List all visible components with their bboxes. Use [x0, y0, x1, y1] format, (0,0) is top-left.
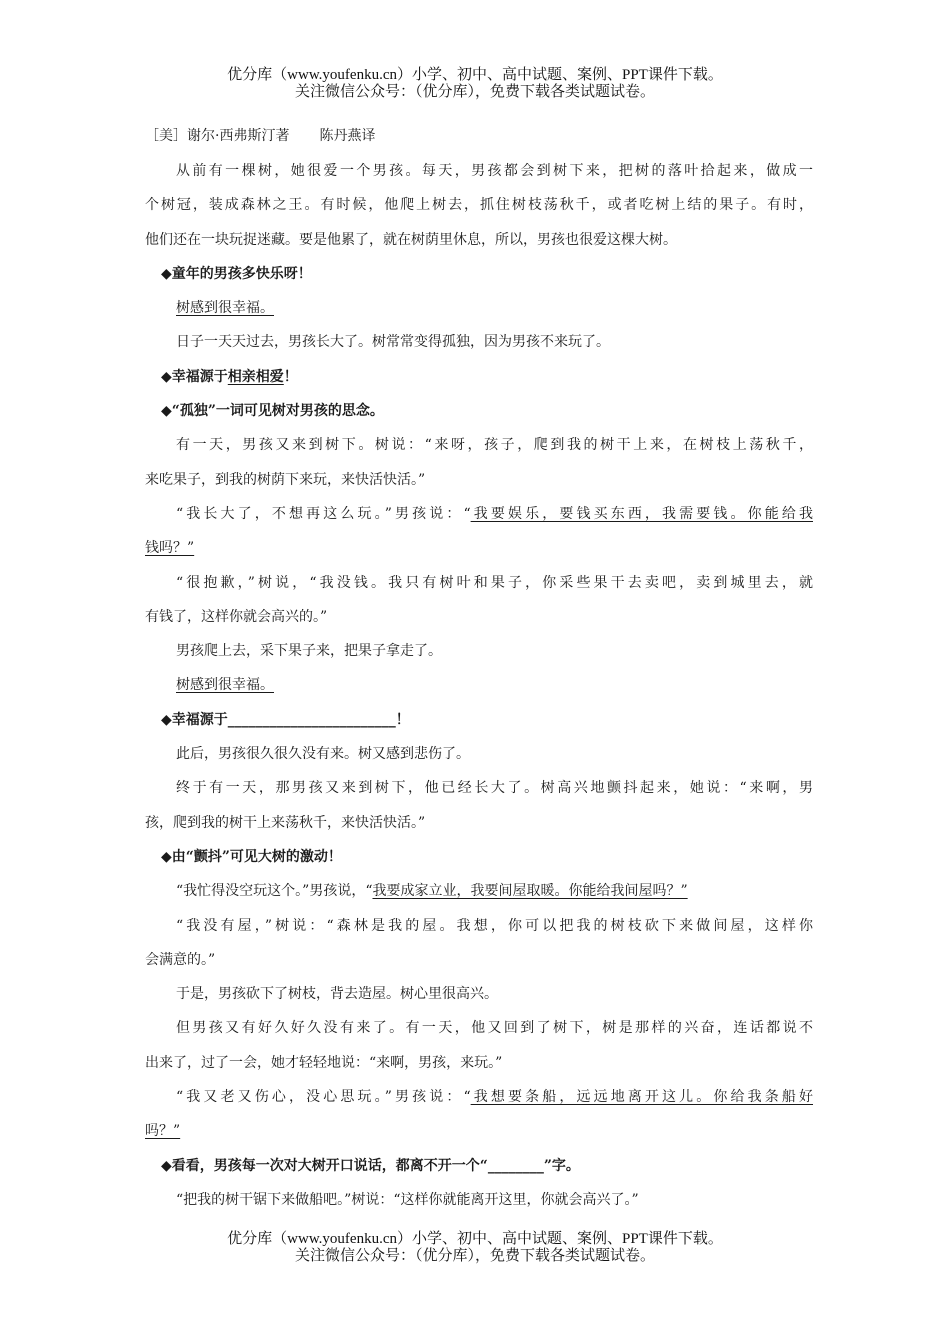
header-line-2: 关注微信公众号：（优分库），免费下载各类试题试卷。: [294, 84, 655, 100]
paragraph-8-line-2: 孩，爬到我的树干上来荡秋千，来快活快活。”: [145, 814, 426, 831]
happy-underlined-2: 树感到很幸福。: [176, 677, 274, 694]
annotation-4: ◆幸福源于________________________！: [161, 711, 410, 728]
paragraph-9-pre: “我忙得没空玩这个。”男孩说，“: [176, 883, 373, 900]
paragraph-9-underlined: 我要成家立业，我要间屋取暖。你能给我间屋吗？”: [372, 883, 688, 900]
annotation-3: ◆“孤独”一词可见树对男孩的思念。: [161, 403, 384, 420]
paragraph-4-underlined-2: 钱吗？”: [145, 540, 195, 557]
paragraph-13-underlined-1: 我想要条船，远远地离开这儿。你给我条船好: [470, 1089, 813, 1106]
byline-translator: 陈丹燕译: [319, 128, 376, 144]
paragraph-8-line-1: 终于有一天，那男孩又来到树下，他已经长大了。树高兴地颤抖起来，她说：“来啊，男: [176, 780, 813, 797]
annotation-2-pre: ◆幸福源于: [161, 368, 228, 385]
paragraph-13-line-2: [145, 1114, 813, 1148]
paragraph-5-line-2: 有钱了，这样你就会高兴的。”: [145, 608, 328, 625]
paragraph-6: 男孩爬上去，采下果子来，把果子拿走了。: [176, 643, 442, 660]
page-header: [0, 67, 950, 101]
paragraph-9: [145, 874, 813, 908]
paragraph-4-line-1: [145, 497, 813, 531]
paragraph-4-line-2: [145, 531, 813, 565]
annotation-5: ◆由“颤抖”可见大树的激动！: [161, 848, 342, 865]
paragraph-13-pre: “我又老又伤心，没心思玩。”男孩说：“: [176, 1089, 471, 1106]
annotation-2-post: ！: [283, 368, 298, 385]
paragraph-1-line-1: 从前有一棵树，她很爱一个男孩。每天，男孩都会到树下来，把树的落叶拾起来，做成一: [176, 163, 813, 179]
annotation-2: [145, 360, 813, 394]
annotation-1: ◆童年的男孩多快乐呀！: [161, 265, 312, 282]
byline: [145, 126, 813, 154]
paragraph-4-underlined-1: 我要娱乐，要钱买东西，我需要钱。你能给我: [470, 505, 813, 522]
annotation-6: ◆看看，男孩每一次对大树开口说话，都离不开一个“________”字。: [161, 1157, 580, 1174]
happy-line-2: [145, 668, 813, 702]
paragraph-7: 此后，男孩很久很久没有来。树又感到悲伤了。: [176, 746, 470, 763]
byline-author: ［美］谢尔·西弗斯汀著: [145, 128, 290, 144]
paragraph-14: “把我的树干锯下来做船吧。”树说：“这样你就能离开这里，你就会高兴了。”: [176, 1191, 639, 1208]
paragraph-13-line-1: [145, 1080, 813, 1114]
paragraph-3-line-1: 有一天，男孩又来到树下。树说：“来呀，孩子，爬到我的树干上来，在树枝上荡秋千，: [176, 437, 813, 454]
paragraph-13-underlined-2: 吗？”: [145, 1123, 181, 1140]
paragraph-3-line-2: 来吃果子，到我的树荫下来玩，来快活快活。”: [145, 471, 426, 488]
article-body: [145, 126, 813, 1217]
paragraph-1-line-2: 个树冠，装成森林之王。有时候，他爬上树去，抓住树枝荡秋千，或者吃树上结的果子。有时，: [145, 197, 813, 214]
paragraph-1-line-3: 他们还在一块玩捉迷藏。要是他累了，就在树荫里休息，所以，男孩也很爱这棵大树。: [145, 231, 677, 248]
page-footer: [0, 1231, 950, 1265]
paragraph-10-line-2: 会满意的。”: [145, 951, 216, 968]
footer-line-1: 优分库（www.youfenku.cn）小学、初中、高中试题、案例、PPT课件下载。: [227, 1231, 723, 1247]
paragraph-2: 日子一天天过去，男孩长大了。树常常变得孤独，因为男孩不来玩了。: [176, 334, 610, 351]
paragraph-10-line-1: “我没有屋，”树说：“森林是我的屋。我想，你可以把我的树枝砍下来做间屋，这样你: [176, 917, 813, 934]
header-line-1: 优分库（www.youfenku.cn）小学、初中、高中试题、案例、PPT课件下载。: [227, 67, 723, 83]
footer-line-2: 关注微信公众号：（优分库），免费下载各类试题试卷。: [294, 1248, 655, 1264]
happy-underlined-1: 树感到很幸福。: [176, 300, 274, 317]
paragraph-12-line-1: 但男孩又有好久好久没有来了。有一天，他又回到了树下，树是那样的兴奋，连话都说不: [176, 1020, 813, 1037]
paragraph-4-pre: “我长大了，不想再这么玩。”男孩说：“: [176, 505, 471, 522]
annotation-2-underlined: 相亲相爱: [227, 368, 284, 385]
paragraph-12-line-2: 出来了，过了一会，她才轻轻地说：“来啊，男孩，来玩。”: [145, 1054, 503, 1071]
happy-line-1: [145, 291, 813, 325]
paragraph-5-line-1: “很抱歉，”树说，“我没钱。我只有树叶和果子，你采些果干去卖吧，卖到城里去，就: [176, 574, 813, 591]
paragraph-11: 于是，男孩砍下了树枝，背去造屋。树心里很高兴。: [176, 986, 498, 1003]
